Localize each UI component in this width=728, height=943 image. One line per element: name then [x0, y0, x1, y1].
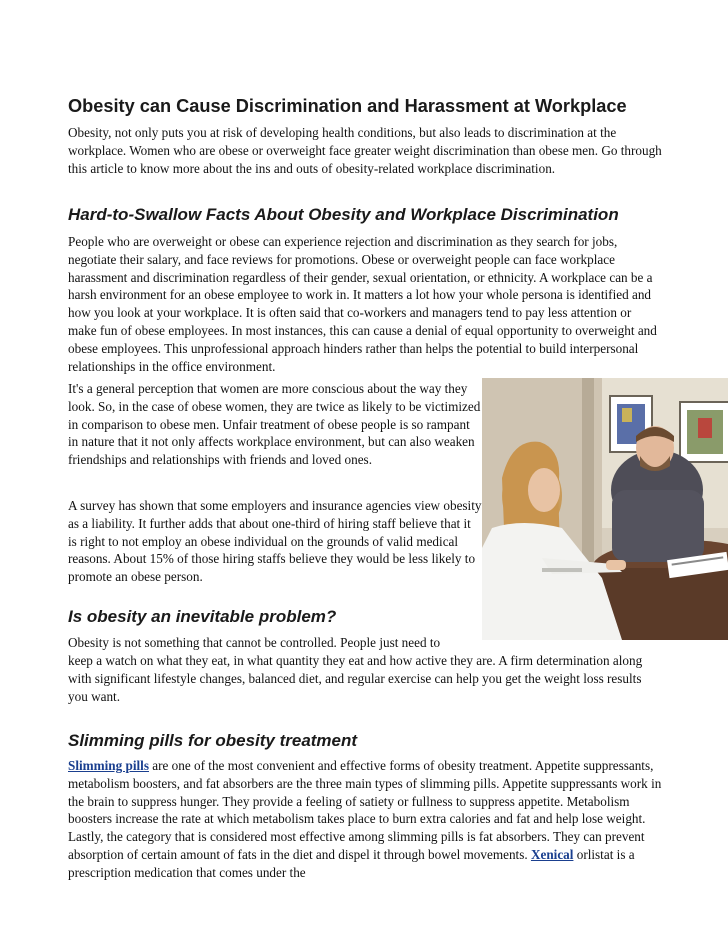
section-heading-inevitable: Is obesity an inevitable problem? [68, 607, 337, 626]
inevitable-paragraph-line1: Obesity is not something that cannot be controlled. People just need to [68, 635, 441, 650]
slimming-pills-link[interactable]: Slimming pills [68, 758, 149, 773]
inevitable-paragraph-rest: keep a watch on what they eat, in what quantity they eat and how active they are. A firm determination along with significant lifestyle changes, balanced diet, and regular exercise can help you get the weight loss results you want. [68, 653, 643, 704]
page-title: Obesity can Cause Discrimination and Harassment at Workplace [68, 96, 627, 116]
facts-paragraph-1: People who are overweight or obese can experience rejection and discrimination as they search for jobs, negotiate their salary, and face reviews for promotions. Obese or overweight people can face workplace harassment and discrimination regardless of their gender, sexual orientation, or ethnicity. A workplace can be a harsh environment for an obese employee to work in. It matters a lot how your whole persona is identified and how you look at your workplace. It is often said that co-workers and managers tend to pay less attention or make fun of obese employees. In most instances, this can cause a denial of equal opportunity to overweight and obese employees. This unprofessional approach hinders rather than helps the potential to build interpersonal relationships in the office environment. [68, 234, 657, 374]
consultation-photo [482, 378, 728, 640]
slimming-paragraph [68, 757, 662, 882]
section-heading-slimming: Slimming pills for obesity treatment [68, 731, 358, 750]
intro-paragraph: Obesity, not only puts you at risk of developing health conditions, but also leads to discrimination at the workplace. Women who are obese or overweight face greater weight discrimination than obese men. Go through this article to know more about the ins and outs of obesity-related workplace discrimination. [68, 125, 662, 176]
slimming-text-a: are one of the most convenient and effective forms of obesity treatment. Appetite suppressants, metabolism boosters, and fat absorbers are the three main types of slimming pills. Appetite suppressants work in the brain to suppress hunger. They provide a feeling of satiety or fullness to suppress appetite. Metabolism boosters increase the rate at which metabolism takes place to burn extra calories and fat and help lose weight. Lastly, the category that is considered most effective among slimming pills is fat absorbers. They can prevent absorption of certain amount of fats in the diet and dispel it through bowel movements. [68, 758, 662, 862]
slimming-text-b: orlistat is a prescription medication that comes under the [68, 846, 635, 880]
facts-paragraph-2: It's a general perception that women are more conscious about the way they look. So, in the case of obese women, they are twice as likely to be victimized in comparison to obese men. Unfair treatment of obese people is so rampant in nature that it not only affects workplace environment, but can also weaken friendships and relationships with friends and loved ones. [68, 381, 481, 468]
facts-paragraph-3: A survey has shown that some employers and insurance agencies view obesity as a liability. It further adds that about one-third of hiring staff believe that it is right to not employ an obese individual on the grounds of valid medical reasons. About 15% of those hiring staffs believe they would be less likely to promote an obese person. [68, 498, 482, 585]
xenical-link[interactable]: Xenical [530, 846, 574, 862]
section-heading-facts: Hard-to-Swallow Facts About Obesity and Workplace Discrimination [68, 205, 619, 224]
